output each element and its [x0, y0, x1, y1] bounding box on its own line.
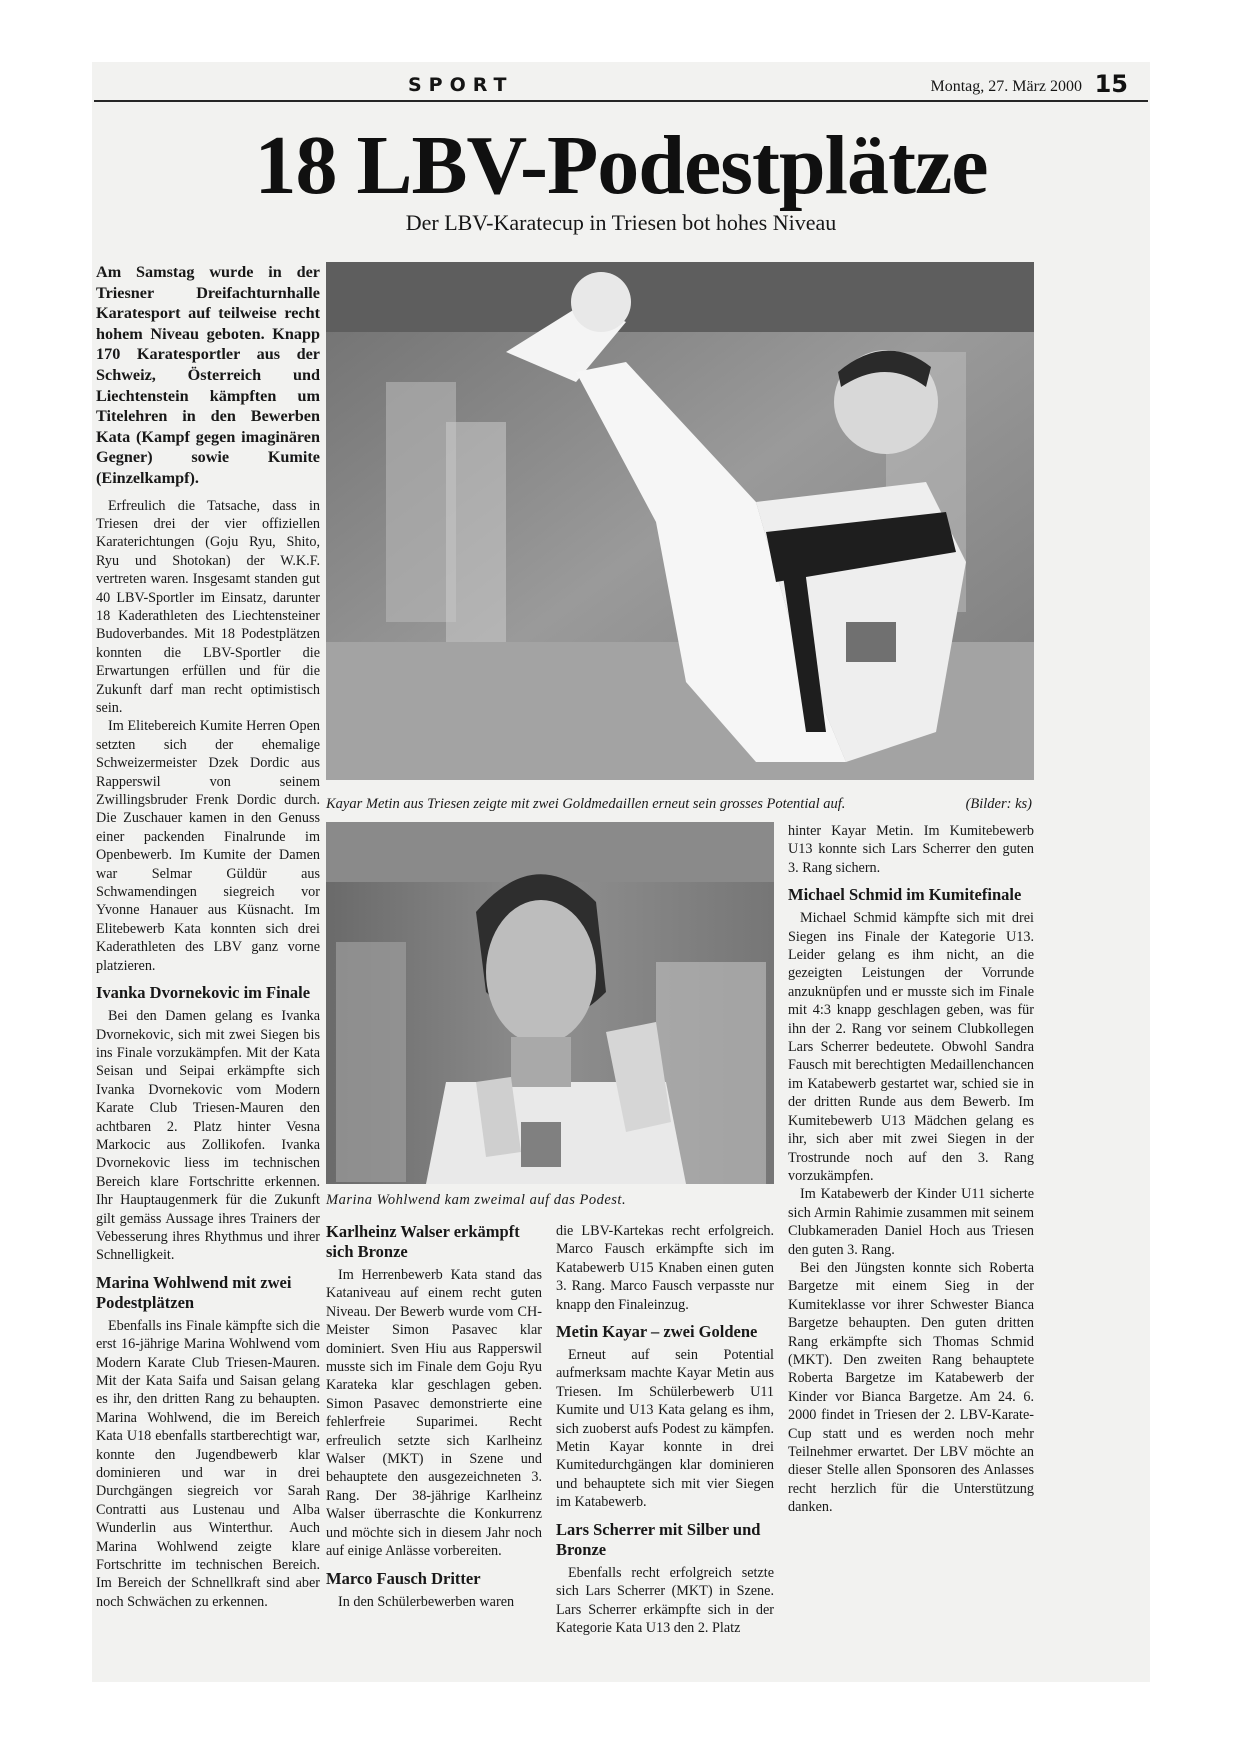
- photo-karate-kick: [326, 262, 1034, 780]
- subheading: Ivanka Dvornekovic im Finale: [96, 983, 311, 1003]
- subheading: Lars Scherrer mit Silber und Bronze: [556, 1519, 761, 1559]
- article-column-3: [556, 1222, 774, 1668]
- photo-karate-kick-image: [326, 262, 1034, 780]
- section-label: SPORT: [408, 74, 514, 96]
- photo-karate-kick-caption: Kayar Metin aus Triesen zeigte mit zwei Goldmedaillen erneut sein grosses Potential auf.: [326, 796, 846, 812]
- photo-credit: (Bilder: ks): [965, 796, 1032, 812]
- paragraph: Im Katabewerb der Kinder U11 sicherte sich Armin Rahimie zusammen mit seinem Clubkameraden Daniel Hoch aus Triesen den guten 3. Rang.: [788, 1186, 1034, 1258]
- paragraph: Ebenfalls ins Finale kämpfte sich die erst 16-jährige Marina Wohlwend vom Modern Karate Club Triesen-Mauren. Mit der Kata Saifa und Saisan gelang es ihr, den dritten Rang zu behaupten. Marina Wohlwend, die im Bereich Kata U18 ebenfalls startberechtigt war, konnte den Jugendbewerb klar dominieren und war in drei Durchgängen siegreich vor Sarah Contratti aus Lustenau und Alba Wunderlin aus Winterthur. Auch Marina Wohlwend zeigte klare Fortschritte im technischen Bereich. Im Bereich der Schnellkraft sind aber noch Schwächen zu erkennen.: [96, 1317, 320, 1610]
- article-column-2: [326, 1222, 542, 1668]
- photo-marina-wohlwend-image: [326, 822, 774, 1184]
- paragraph: hinter Kayar Metin. Im Kumitebewerb U13 konnte sich Lars Scherrer den guten 3. Rang sichern.: [788, 823, 1034, 876]
- page-number: 15: [1094, 70, 1128, 98]
- paragraph: Erneut auf sein Potential aufmerksam machte Kayar Metin aus Triesen. Im Schülerbewerb U11 Kumite und U13 Kata gelang es ihm, sich zuoberst aufs Podest zu kämpfen. Metin Kayar konnte in drei Kumitedurchgängen klar dominieren und behauptete sich mit vier Siegen im Katabewerb.: [556, 1347, 774, 1511]
- paragraph: In den Schülerbewerben waren: [338, 1593, 515, 1610]
- photo-marina-wohlwend: [326, 822, 774, 1184]
- issue-date: Montag, 27. März 2000: [930, 78, 1082, 95]
- paragraph: Erfreulich die Tatsache, dass in Triesen drei der vier offiziellen Karaterichtungen (Goju Ryu, Shito, Ryu und Shotokan) der W.K.F. vertreten waren. Insgesamt standen gut 40 LBV-Sportler im Einsatz, darunter 18 Kaderathleten des Liechtensteiner Budoverbandes. Mit 18 Podestplätzen konnten die LBV-Sportler die Erwartungen erfüllen und für die Zukunft darf man recht optimistisch sein.: [96, 497, 320, 716]
- article-column-4: [788, 822, 1034, 1668]
- paragraph: Im Herrenbewerb Kata stand das Kataniveau auf einem recht guten Niveau. Der Bewerb wurde vom CH-Meister Simon Pasavec klar dominiert. Sven Hiu aus Rapperswil musste sich im Finale dem Goju Ryu Karateka klar geschlagen geben. Simon Pasavec demonstrierte eine fehlerfreie Suparimei. Recht erfreulich setzte sich Karlheinz Walser (MKT) in Szene und behauptete den ausgezeichneten 3. Rang. Der 38-jährige Karlheinz Walser überraschte die Konkurrenz und möchte sich in diesem Jahr noch auf einige Anlässe vorbereiten.: [326, 1267, 542, 1560]
- subheading: Michael Schmid im Kumitefinale: [788, 885, 1022, 905]
- paragraph: die LBV-Kartekas recht erfolgreich. Marco Fausch erkämpfte sich im Katabewerb U15 Knaben einen guten 3. Rang. Marco Fausch verpasste nur knapp den Finaleinzug.: [556, 1223, 774, 1313]
- paragraph: Ebenfalls recht erfolgreich setzte sich Lars Scherrer (MKT) in Szene. Lars Scherrer erkämpfte sich in der Kategorie Kata U13 den 2. Platz: [556, 1564, 774, 1636]
- subheadline: Der LBV-Karatecup in Triesen bot hohes Niveau: [405, 210, 837, 235]
- paragraph: Bei den Damen gelang es Ivanka Dvornekovic, sich mit zwei Siegen bis ins Finale vorzukämpfen. Mit der Kata Seisan und Seipai erkämpfte sich Ivanka Dvornekovic vom Modern Karate Club Triesen-Mauren den achtbaren 2. Platz hinter Vesna Markocic aus Zollikofen. Ivanka Dvornekovic liess im technischen Bereich klare Fortschritte erkennen. Ihr Hauptaugenmerk für die Zukunft gilt gemäss Aussage ihres Trainers der Vebesserung ihres Rhythmus und ihrer Schnelligkeit.: [96, 1008, 320, 1264]
- headline: 18 LBV-Podestplätze: [254, 119, 988, 212]
- paragraph: Bei den Jüngsten konnte sich Roberta Bargetze mit einem Sieg in der Kumiteklasse vor ihrer Schwester Bianca Bargetze behaupten. Den guten dritten Rang erkämpfte sich Thomas Schmid (MKT). Den zweiten Rang behauptete Roberta Bargetze im Katabewerb der Kinder vor Bianca Bargetze. Am 24. 6. 2000 findet in Triesen der 2. LBV-Karate-Cup statt und es werden noch mehr Teilnehmer erwartet. Der LBV möchte an dieser Stelle allen Sponsoren des Anlasses recht herzlich für die Unterstützung danken.: [788, 1259, 1034, 1516]
- paragraph: Michael Schmid kämpfte sich mit drei Siegen ins Finale der Kategorie U13. Leider gelang es ihm nicht, an die gezeigten Leistungen der Vorrunde anzuknüpfen und er musste sich im Finale mit 4:3 knapp geschlagen geben, was für ihn der 2. Rang vor seinem Clubkollegen Lars Scherrer bedeutete. Obwohl Sandra Fausch mit berechtigten Medaillenchancen im Katabewerb gestartet war, schied sie in der dritten Runde aus dem Bewerb. Im Kumitebewerb U13 Mädchen gelang es ihr, sich aber mit zwei Siegen in der Trostrunde noch auf den 3. Rang vorzukämpfen.: [788, 910, 1034, 1184]
- header-rule: [94, 100, 1148, 102]
- subheading: Karlheinz Walser erkämpft sich Bronze: [326, 1222, 520, 1261]
- subheading: Marco Fausch Dritter: [326, 1568, 481, 1588]
- subheading: Metin Kayar – zwei Goldene: [556, 1322, 758, 1342]
- paragraph: Im Elitebereich Kumite Herren Open setzten sich der ehemalige Schweizermeister Dzek Dordic aus Rapperswil von seinem Zwillingsbruder Frenk Dordic durch. Die Zuschauer kamen in den Genuss einer packenden Finalrunde im Openbewerb. Im Kumite der Damen war Selmar Güldür aus Schwamendingen siegreich vor Yvonne Hanauer aus Küsnacht. Im Elitebewerb Kata konnten sich drei Kaderathleten des LBV ganz vorne platzieren.: [96, 718, 320, 974]
- subheading: Marina Wohlwend mit zwei Podestplätzen: [96, 1272, 292, 1312]
- article-column-1: [96, 262, 320, 1668]
- photo-marina-wohlwend-caption: Marina Wohlwend kam zweimal auf das Podest.: [326, 1192, 627, 1208]
- article-lead: Am Samstag wurde in der Triesner Dreifachturnhalle Karatesport auf teilweise recht hohem Niveau geboten. Knapp 170 Karatesportler aus der Schweiz, Österreich und Liechtenstein kämpften um Titelehren in den Bewerben Kata (Kampf gegen imaginären Gegner) sowie Kumite (Einzelkampf).: [96, 263, 320, 487]
